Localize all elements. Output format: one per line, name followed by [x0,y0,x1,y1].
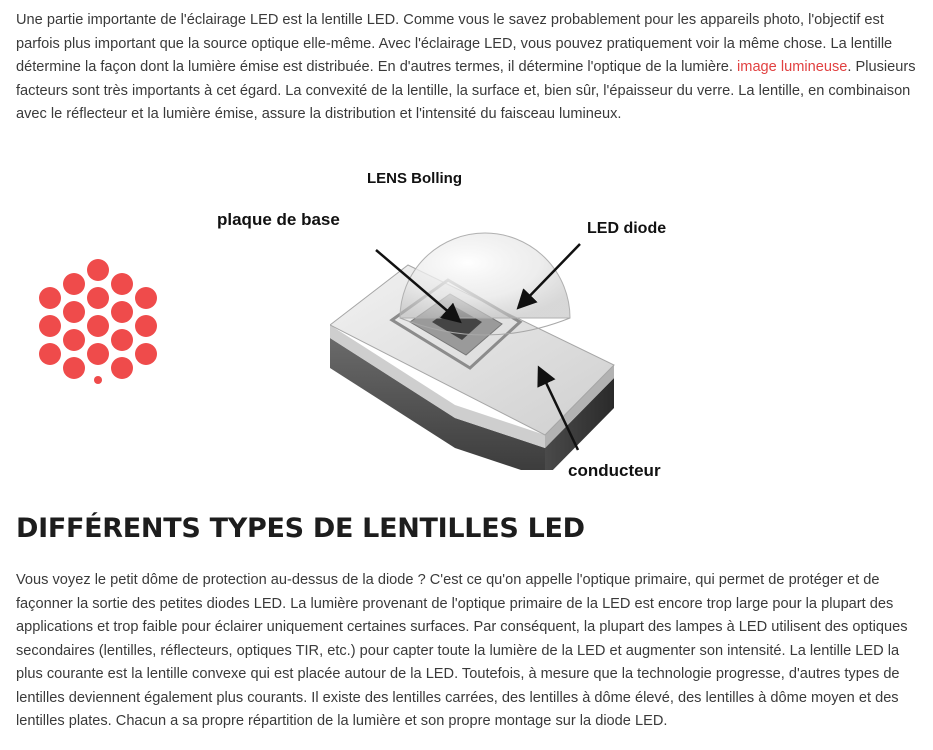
intro-text-before-link: Une partie importante de l'éclairage LED est la lentille LED. Comme vous le savez probablement pour les appareils photo, l'objectif est parfois plus important que la source optique elle-même. Avec l'éclairage LED, vous pouvez pratiquement voir la même chose. La lentille détermine la façon dont la lumière émise est distribuée. En d'autres termes, il détermine l'optique de la lumière. [16,12,893,75]
section-body-paragraph: Vous voyez le petit dôme de protection au-dessus de la diode ? C'est ce qu'on appelle l'optique primaire, qui permet de protéger et de façonner la sortie des petites diodes LED. La lumière provenant de l'optique primaire de la LED est encore trop large pour la plupart des applications et trop faible pour éclairer uniquement certaines surfaces. Par conséquent, la plupart des lampes à LED utilisent des optiques secondaires (lentilles, réflecteurs, optiques TIR, etc.) pour capter toute la lumière de la LED et augmenter son intensité. La lentille LED la plus courante est la lentille convexe qui est placée autour de la LED. Toutefois, à mesure que la technologie progresse, d'autres types de lentilles deviennent également plus courants. Il existe des lentilles carrées, des lentilles à dôme élevé, des lentilles à dôme moyen et des lentilles plates. Chacun a sa propre répartition de la lumière et son propre montage sur la diode LED. [16,572,908,729]
figure-title: LENS Bolling [367,170,462,187]
led-lens-figure [0,150,933,495]
section-heading: DIFFÉRENTS TYPES DE LENTILLES LED [16,513,585,544]
label-led-diode: LED diode [587,220,667,237]
intro-text-after-link: . Plusieurs facteurs sont très importants à cet égard. La convexité de la lentille, la surface et, bien sûr, l'épaisseur du verre. La lentille, en combinaison avec le réflecteur et la lumière émise, assure la distribution et l'intensité du faisceau lumineux. [16,59,916,122]
intro-paragraph [16,9,916,127]
image-lumineuse-link[interactable]: image lumineuse [737,59,848,75]
led-dot-cluster-icon [36,256,160,384]
label-conductor: conducteur [568,461,661,480]
label-base-plate: plaque de base [217,210,340,229]
led-package-diagram [330,210,630,470]
